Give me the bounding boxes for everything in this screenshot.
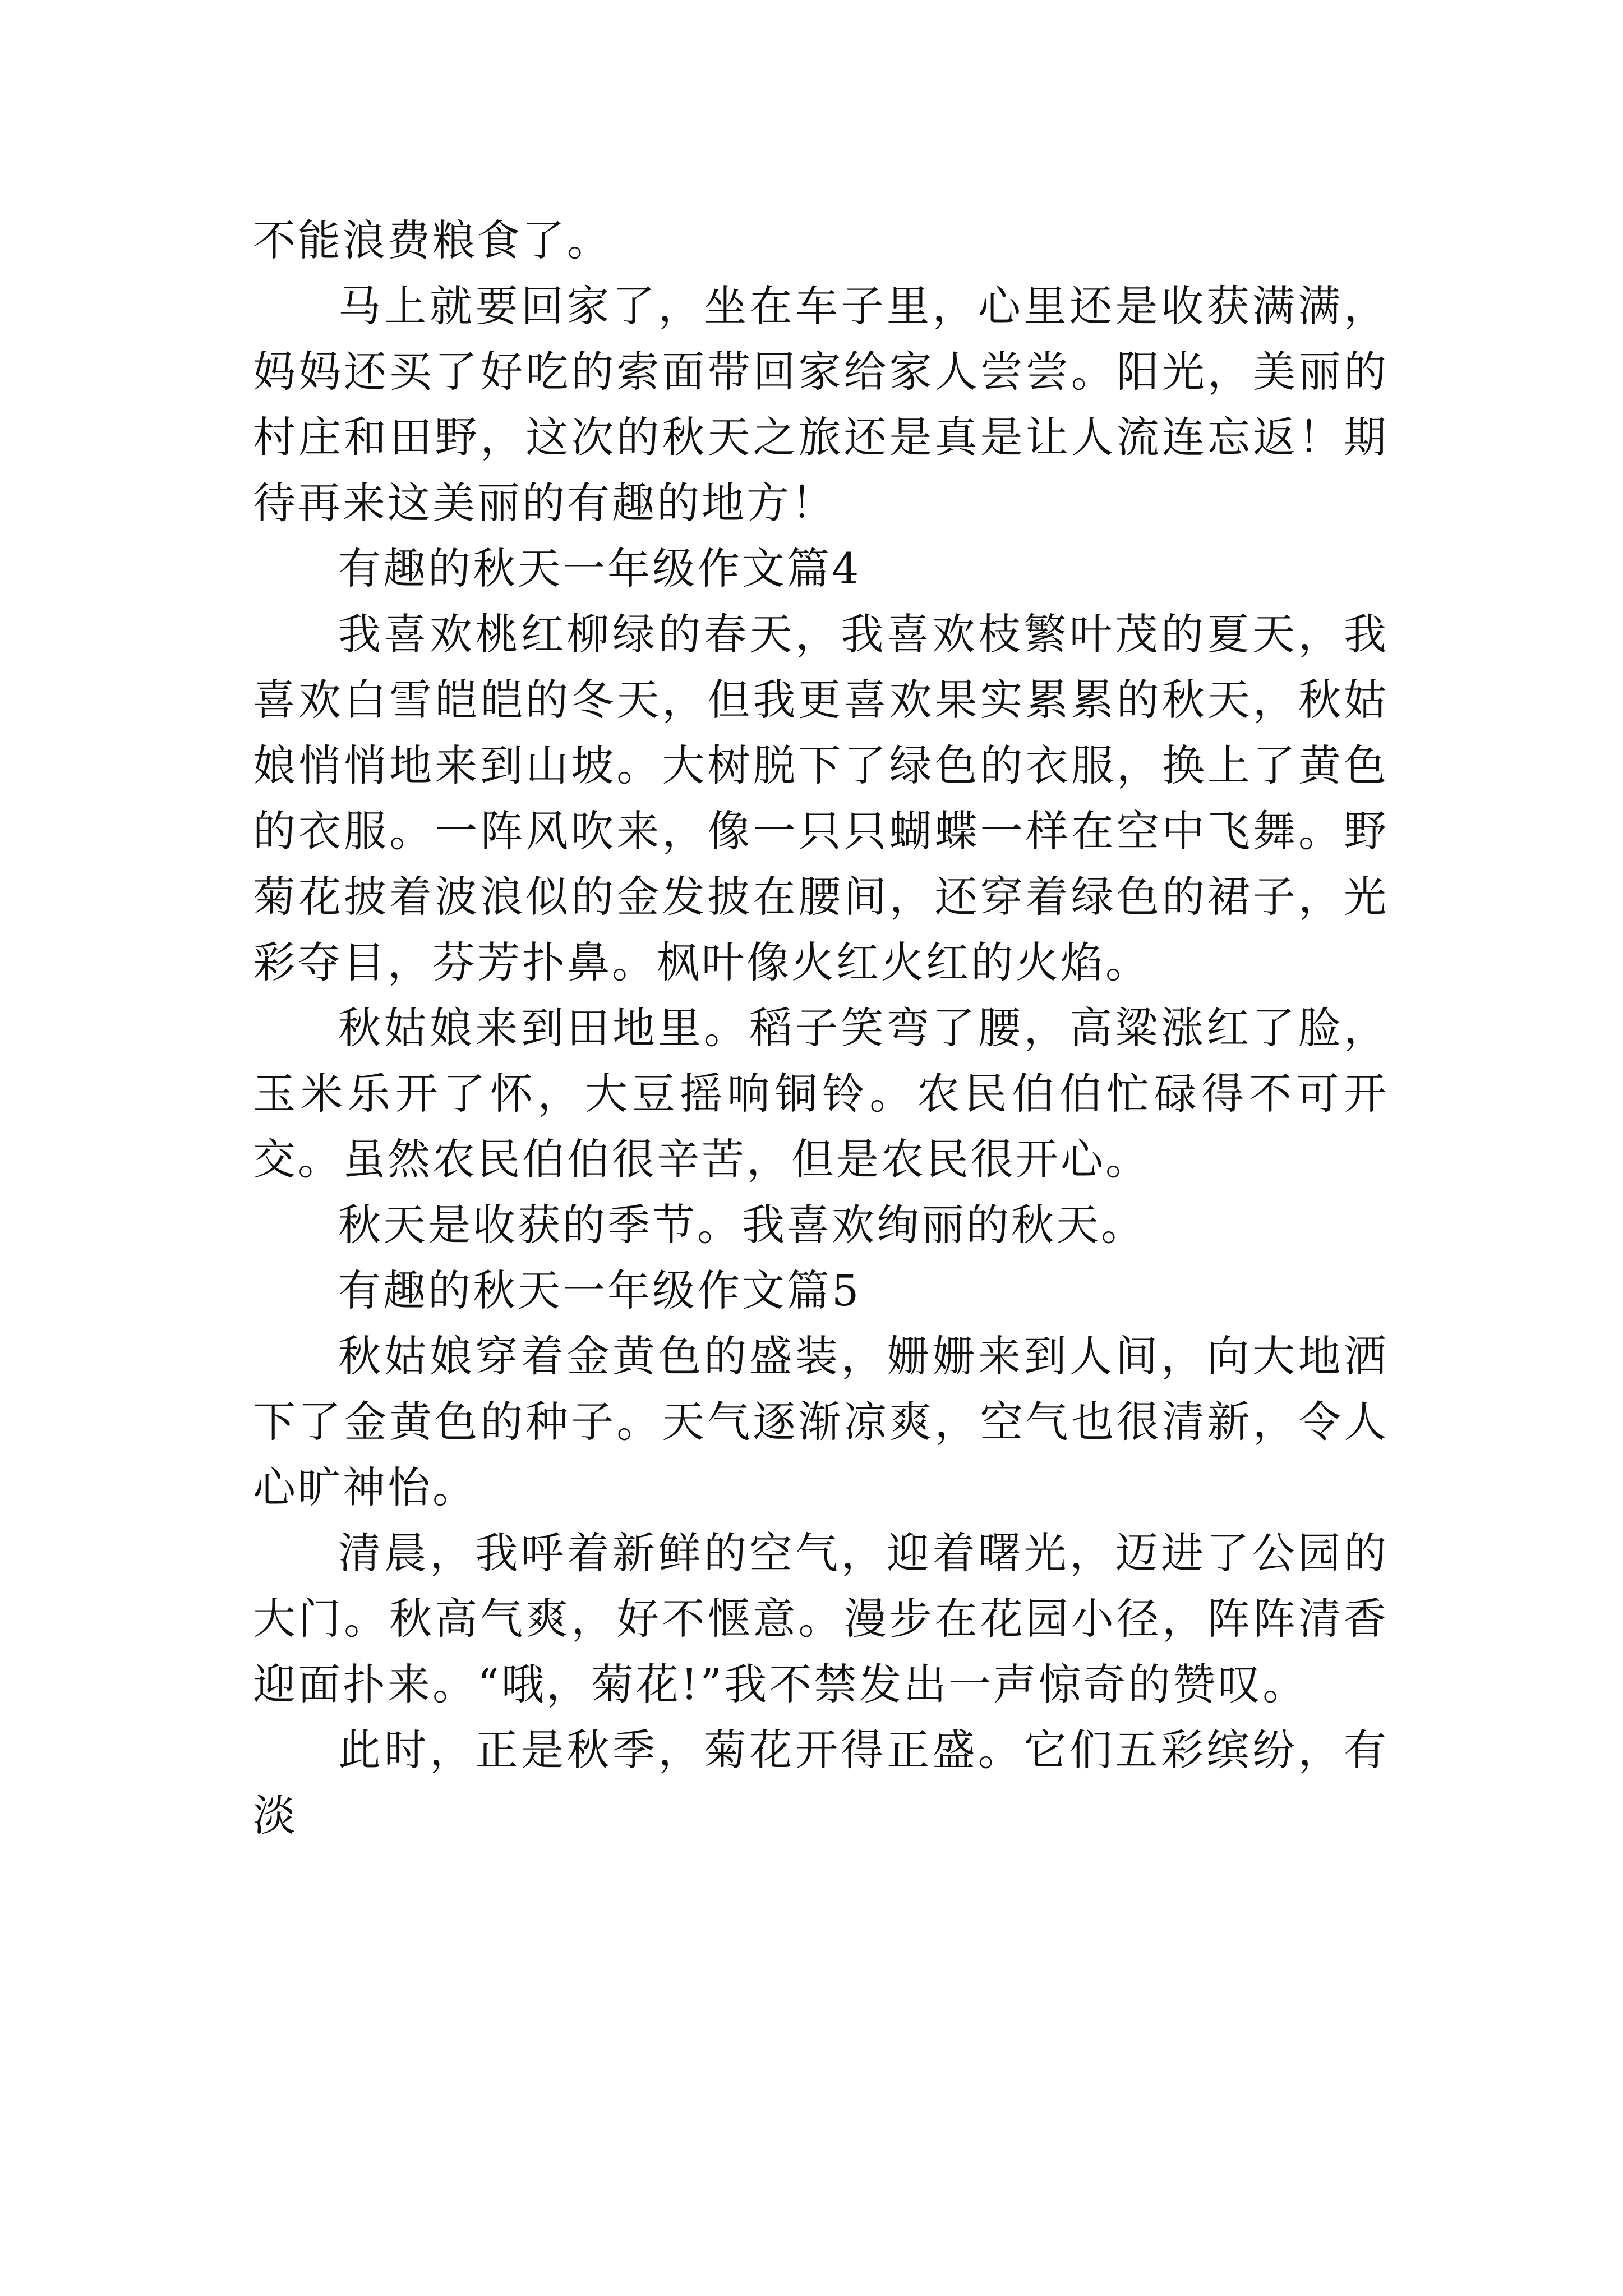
- paragraph-7: 清晨，我呼着新鲜的空气，迎着曙光，迈进了公园的大门。秋高气爽，好不惬意。漫步在花园小径，阵阵清香迎面扑来。“哦，菊花!”我不禁发出一声惊奇的赞叹。: [253, 1528, 1389, 1709]
- paragraph-5: 秋天是收获的季节。我喜欢绚丽的秋天。: [338, 1200, 1146, 1250]
- paragraph-2: 马上就要回家了，坐在车子里，心里还是收获满满，妈妈还买了好吃的索面带回家给家人尝尝。阳光，美丽的村庄和田野，这次的秋天之旅还是真是让人流连忘返！期待再来这美丽的有趣的地方！: [253, 281, 1389, 528]
- section-heading-5: 有趣的秋天一年级作文篇5: [338, 1266, 861, 1315]
- paragraph-8: 此时，正是秋季，菊花开得正盛。它们五彩缤纷，有淡: [253, 1725, 1389, 1841]
- paragraph-1: 不能浪费粮食了。: [253, 215, 612, 265]
- paragraph-6: 秋姑娘穿着金黄色的盛装，姗姗来到人间，向大地洒下了金黄色的种子。天气逐渐凉爽，空气也很清新，令人心旷神怡。: [253, 1331, 1389, 1512]
- section-heading-4: 有趣的秋天一年级作文篇4: [338, 544, 861, 593]
- document-body: [253, 208, 1389, 1848]
- paragraph-4: 秋姑娘来到田地里。稻子笑弯了腰，高粱涨红了脸，玉米乐开了怀，大豆摇响铜铃。农民伯伯忙碌得不可开交。虽然农民伯伯很辛苦，但是农民很开心。: [253, 1003, 1389, 1184]
- paragraph-3: 我喜欢桃红柳绿的春天，我喜欢枝繁叶茂的夏天，我喜欢白雪皑皑的冬天，但我更喜欢果实累累的秋天，秋姑娘悄悄地来到山坡。大树脱下了绿色的衣服，换上了黄色的衣服。一阵风吹来，像一只只蝴蝶一样在空中飞舞。野菊花披着波浪似的金发披在腰间，还穿着绿色的裙子，光彩夺目，芬芳扑鼻。枫叶像火红火红的火焰。: [253, 609, 1389, 987]
